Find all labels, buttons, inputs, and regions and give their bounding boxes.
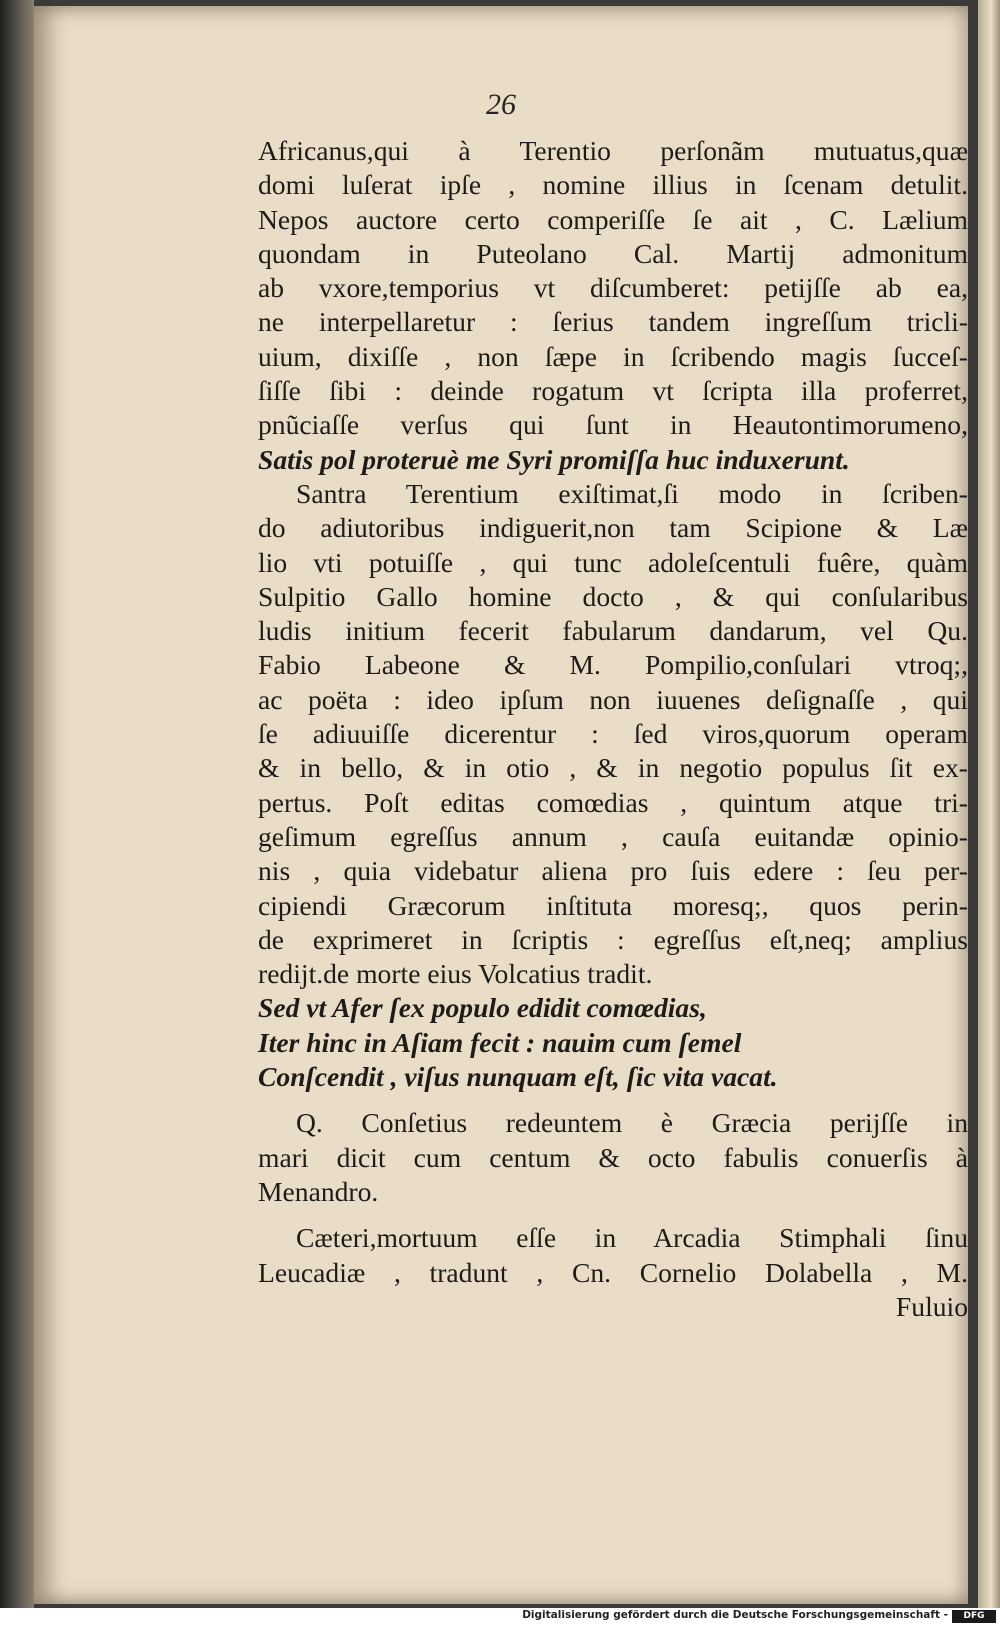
footer-bar xyxy=(0,1608,1000,1625)
text-line: ab vxore,temporius vt diſcumberet: petijſſe ab ea, xyxy=(258,272,968,304)
text-line: Africanus,qui à Terentio perſonãm mutuatus,quæ xyxy=(258,135,968,166)
text-line: lio vti potuiſſe , qui tunc adoleſcentuli fuêre, quàm xyxy=(258,546,968,578)
text-line: ac poëta : ideo ipſum non iuuenes deſignaſſe , qui xyxy=(258,683,968,715)
text-line: do adiutoribus indiguerit,non tam Scipione & Læ xyxy=(258,512,968,544)
text-line: ſiſſe ſibi : deinde rogatum vt ſcripta illa proferret, xyxy=(258,375,968,407)
body-text xyxy=(258,134,968,1324)
text-line: Sulpitio Gallo homine docto , & qui conſularibus xyxy=(258,580,968,612)
text-line: Iter hinc in Aſiam fecit : nauim cum ſemel xyxy=(258,1026,742,1058)
text-line: Sed vt Afer ſex populo edidit comœdias, xyxy=(258,992,707,1024)
text-line: ludis initium fecerit fabularum dandarum, vel Qu. xyxy=(258,615,968,647)
text-line: domi luſerat ipſe , nomine illius in ſcenam detulit. xyxy=(258,169,968,201)
text-line: ſe adiuuiſſe dicerentur : ſed viros,quorum operam xyxy=(258,718,968,750)
text-line: uium, dixiſſe , non ſæpe in ſcribendo magis ſucceſ- xyxy=(258,340,968,372)
text-line: Q. Conſetius redeuntem è Græcia perijſſe in xyxy=(296,1107,968,1139)
text-line: Nepos auctore certo comperiſſe ſe ait , C. Lælium xyxy=(258,203,968,235)
text-line: redijt.de morte eius Volcatius tradit. xyxy=(258,958,653,990)
text-line: geſimum egreſſus annum , cauſa euitandæ opinio- xyxy=(258,820,968,852)
text-line: pertus. Poſt editas comœdias , quintum atque tri- xyxy=(258,786,968,818)
text-line: Fuluio xyxy=(895,1290,968,1322)
text-line: Menandro. xyxy=(258,1175,379,1207)
page-edges xyxy=(978,0,1000,1608)
paragraph-gap xyxy=(258,1094,968,1106)
funding-credit: Digitalisierung gefördert durch die Deutsche Forschungsgemeinschaft - xyxy=(522,1609,948,1621)
text-line: Conſcendit , viſus nunquam eſt, ſic vita vacat. xyxy=(258,1061,778,1093)
book-spine xyxy=(0,0,34,1608)
text-line: nis , quia videbatur aliena pro ſuis edere : ſeu per- xyxy=(258,855,968,887)
dfg-logo: DFG xyxy=(952,1610,996,1623)
text-line: Cæteri,mortuum eſſe in Arcadia Stimphali ſinu xyxy=(296,1222,968,1254)
paragraph-gap xyxy=(258,1209,968,1221)
text-line: Satis pol proteruè me Syri promiſſa huc induxerunt. xyxy=(258,443,850,475)
text-line: Fabio Labeone & M. Pompilio,conſulari vtroq;, xyxy=(258,649,968,681)
text-line: de exprimeret in ſcriptis : egreſſus eſt,neq; amplius xyxy=(258,923,968,955)
text-line: ne interpellaretur : ſerius tandem ingreſſum tricli- xyxy=(258,306,968,338)
text-line: cipiendi Græcorum inſtituta moresq;, quos perin- xyxy=(258,889,968,921)
text-line: Santra Terentium exiſtimat,ſi modo in ſcriben- xyxy=(296,477,968,509)
text-line: mari dicit cum centum & octo fabulis conuerſis à xyxy=(258,1141,968,1173)
page-number: 26 xyxy=(486,88,516,121)
text-line: quondam in Puteolano Cal. Martij admonitum xyxy=(258,237,968,269)
book-page xyxy=(34,6,968,1604)
text-line: pnũciaſſe verſus qui ſunt in Heautontimorumeno, xyxy=(258,409,968,441)
text-line: Leucadiæ , tradunt , Cn. Cornelio Dolabella , M. xyxy=(258,1256,968,1288)
text-line: & in bello, & in otio , & in negotio populus ſit ex- xyxy=(258,752,968,784)
